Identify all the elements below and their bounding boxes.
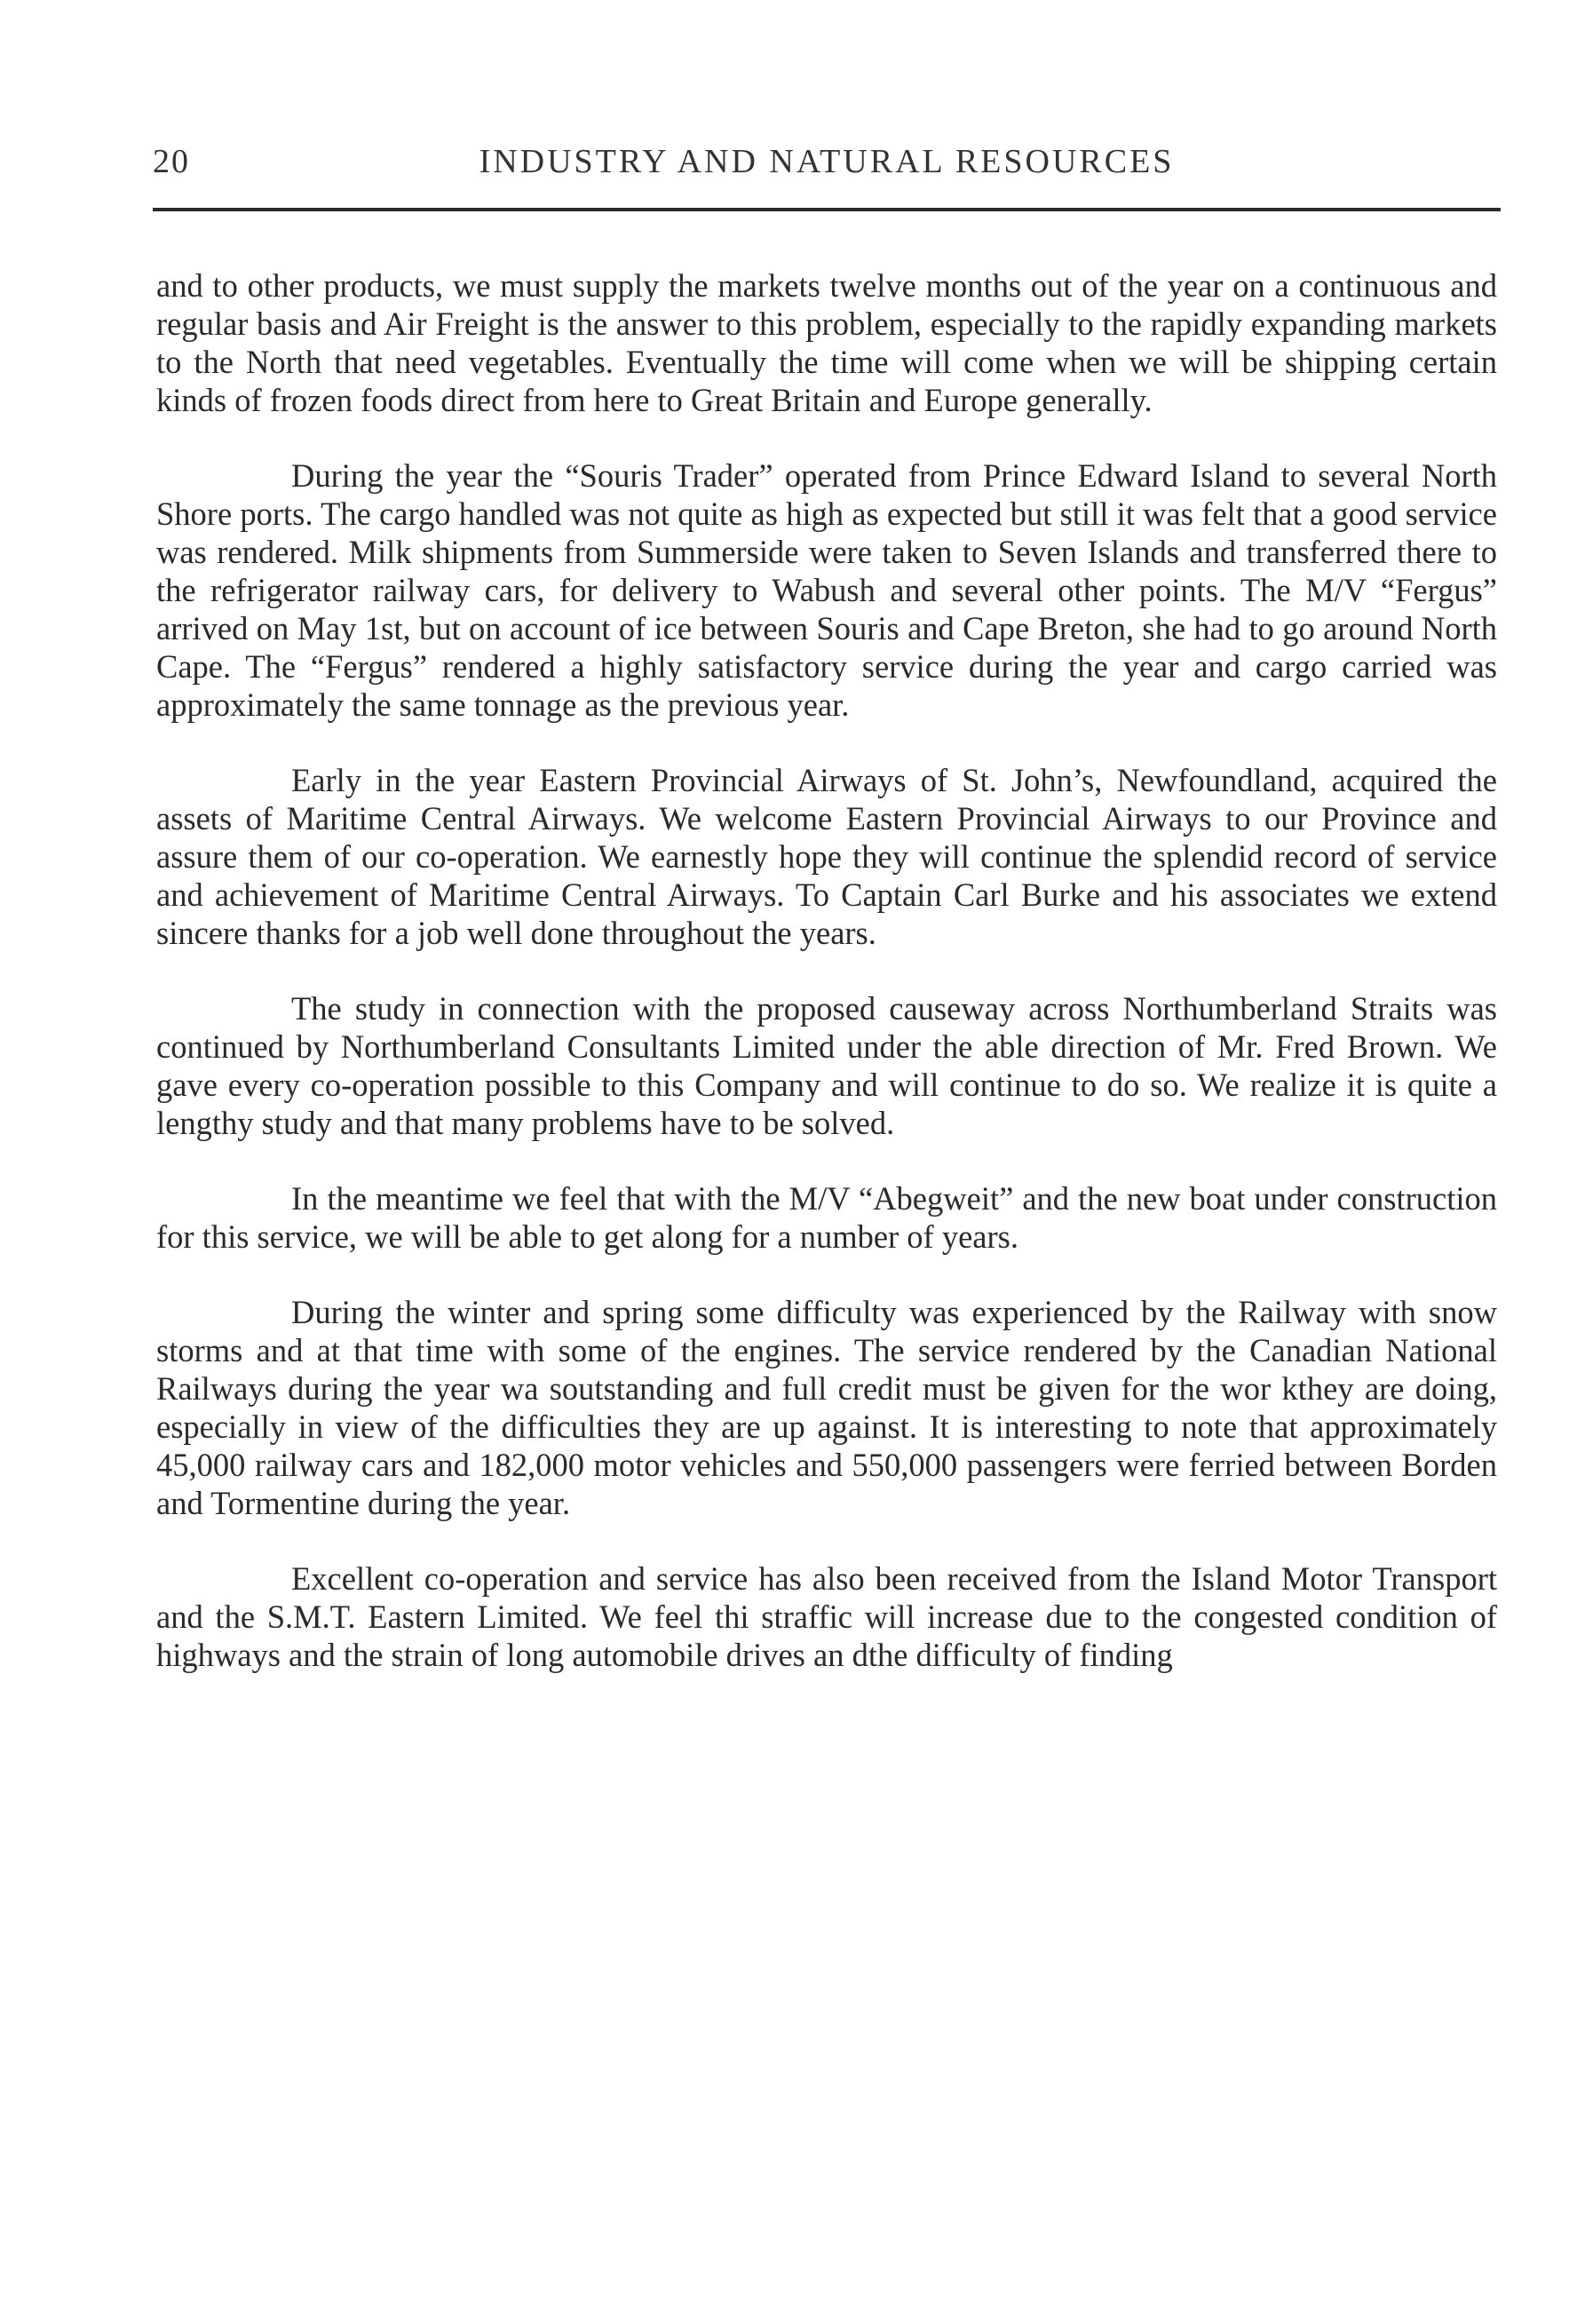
paragraph-railway: During the winter and spring some difficulty was experienced by the Railway with snow storms and at that time with some of the engines. The service rendered by the Canadian National Railways during the year wa soutstanding and full credit must be given for the wor kthey are doing, especially in view of the difficulties they are up against. It is interesting to note that approximately 45,000 railway cars and 182,000 motor vehicles and 550,000 passengers were ferried between Borden and Tormentine during the year. [156, 1294, 1497, 1521]
body-text [156, 266, 1497, 1674]
paragraph-souris-trader: During the year the “Souris Trader” operated from Prince Edward Island to several North Shore ports. The cargo handled was not quite as high as expected but still it was felt that a good service was rendered. Milk shipments from Summerside were taken to Seven Islands and transferred there to the refrigerator railway cars, for delivery to Wabush and several other points. The M/V “Fergus” arrived on May 1st, but on account of ice between Souris and Cape Breton, she had to go around North Cape. The “Fergus” rendered a highly satisfactory service during the year and cargo carried was approximately the same tonnage as the previous year. [156, 457, 1497, 723]
paragraph-eastern-provincial-airways: Early in the year Eastern Provincial Airways of St. John’s, Newfoundland, acquired the assets of Maritime Central Airways. We welcome Eastern Provincial Airways to our Province and assure them of our co-operation. We earnestly hope they will continue the splendid record of service and achievement of Maritime Central Airways. To Captain Carl Burke and his associates we extend sincere thanks for a job well done throughout the years. [156, 762, 1497, 951]
page-number: 20 [153, 143, 190, 180]
running-title: INDUSTRY AND NATURAL RESOURCES [479, 143, 1175, 180]
paragraph-motor-transport: Excellent co-operation and service has also been received from the Island Motor Transport and the S.M.T. Eastern Limited. We feel thi straffic will increase due to the congested condition of highways and the strain of long automobile drives an dthe difficulty of finding [156, 1560, 1497, 1673]
paragraph-abegweit: In the meantime we feel that with the M/V “Abegweit” and the new boat under construction for this service, we will be able to get along for a number of years. [156, 1180, 1497, 1255]
paragraph-continuation: and to other products, we must supply the markets twelve months out of the year on a continuous and regular basis and Air Freight is the answer to this problem, especially to the rapidly expanding markets to the North that need vegetables. Eventually the time will come when we will be shipping certain kinds of frozen foods direct from here to Great Britain and Europe generally. [156, 267, 1497, 418]
paragraph-causeway-study: The study in connection with the proposed causeway across Northumberland Straits was continued by Northumberland Consultants Limited under the able direction of Mr. Fred Brown. We gave every co-operation possible to this Company and will continue to do so. We realize it is quite a lengthy study and that many problems have to be solved. [156, 990, 1497, 1141]
page-header [153, 142, 1501, 195]
header-rule [153, 208, 1501, 211]
